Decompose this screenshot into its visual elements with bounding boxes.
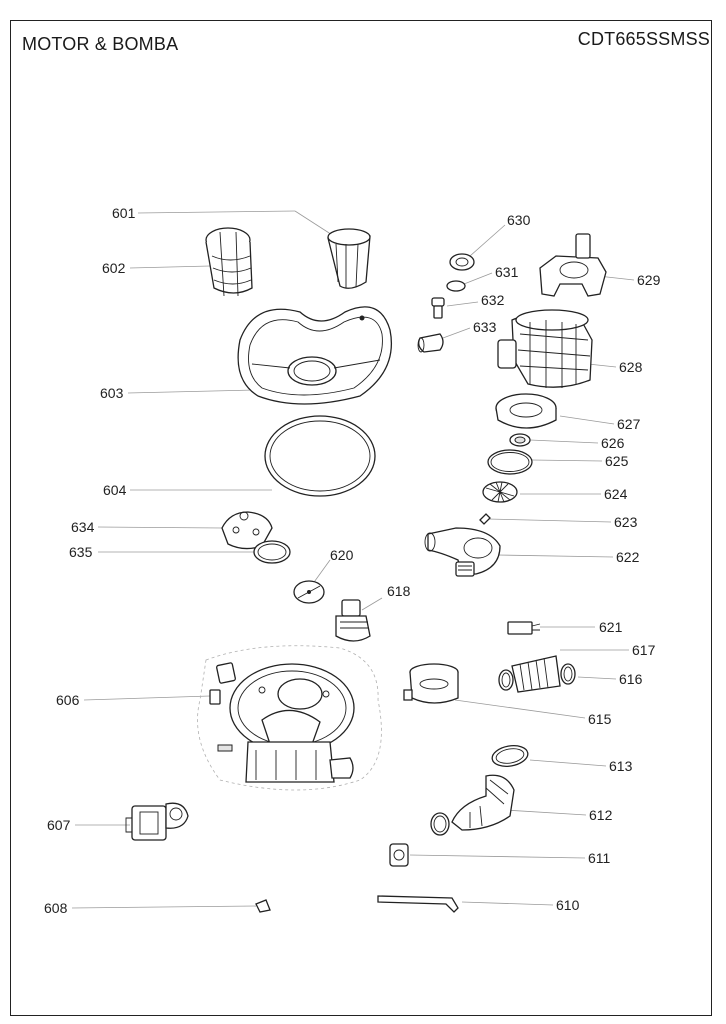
label-617: 617 bbox=[632, 642, 656, 658]
label-604: 604 bbox=[103, 482, 127, 498]
label-607: 607 bbox=[47, 817, 71, 833]
label-628: 628 bbox=[619, 359, 643, 375]
part-617-drawing bbox=[512, 656, 560, 692]
label-610: 610 bbox=[556, 897, 580, 913]
part-633-drawing bbox=[418, 334, 443, 352]
part-620-drawing bbox=[294, 581, 324, 603]
part-624-drawing bbox=[483, 482, 517, 502]
label-635: 635 bbox=[69, 544, 93, 560]
label-601: 601 bbox=[112, 205, 136, 221]
label-631: 631 bbox=[495, 264, 519, 280]
part-618-drawing bbox=[336, 600, 370, 641]
part-610-drawing bbox=[378, 896, 458, 912]
part-621-drawing bbox=[508, 622, 540, 634]
part-635-drawing bbox=[254, 541, 290, 563]
label-630: 630 bbox=[507, 212, 531, 228]
diagram-title: MOTOR & BOMBA bbox=[22, 34, 179, 54]
label-608: 608 bbox=[44, 900, 68, 916]
label-622: 622 bbox=[616, 549, 640, 565]
part-623-drawing bbox=[480, 514, 490, 524]
label-611: 611 bbox=[588, 850, 611, 866]
label-624: 624 bbox=[604, 486, 628, 502]
label-618: 618 bbox=[387, 583, 411, 599]
label-612: 612 bbox=[589, 807, 613, 823]
part-613-drawing bbox=[491, 743, 530, 769]
label-603: 603 bbox=[100, 385, 124, 401]
label-606: 606 bbox=[56, 692, 80, 708]
part-629-drawing bbox=[540, 234, 606, 296]
part-625-drawing bbox=[488, 450, 532, 474]
label-634: 634 bbox=[71, 519, 95, 535]
part-612-drawing bbox=[431, 775, 514, 835]
part-611-drawing bbox=[390, 844, 408, 866]
part-608-drawing bbox=[256, 900, 270, 912]
part-622-drawing bbox=[425, 528, 500, 576]
part-603-drawing bbox=[238, 307, 391, 404]
part-601-drawing bbox=[328, 229, 370, 288]
label-632: 632 bbox=[481, 292, 505, 308]
label-602: 602 bbox=[102, 260, 126, 276]
part-630-drawing bbox=[450, 254, 474, 270]
part-615-drawing bbox=[404, 664, 458, 703]
label-623: 623 bbox=[614, 514, 638, 530]
label-621: 621 bbox=[599, 619, 623, 635]
part-607-drawing bbox=[126, 803, 188, 840]
label-626: 626 bbox=[601, 435, 625, 451]
part-604-drawing bbox=[265, 416, 375, 496]
label-633: 633 bbox=[473, 319, 497, 335]
label-625: 625 bbox=[605, 453, 629, 469]
part-602-drawing bbox=[206, 228, 252, 296]
part-627-drawing bbox=[496, 394, 556, 428]
label-620: 620 bbox=[330, 547, 354, 563]
part-606-drawing bbox=[198, 646, 382, 790]
part-628-drawing bbox=[498, 310, 592, 388]
part-631-drawing bbox=[447, 281, 465, 291]
label-615: 615 bbox=[588, 711, 612, 727]
label-629: 629 bbox=[637, 272, 661, 288]
model-number: CDT665SSMSS bbox=[577, 29, 710, 49]
label-627: 627 bbox=[617, 416, 641, 432]
part-626-drawing bbox=[510, 434, 530, 446]
label-616: 616 bbox=[619, 671, 643, 687]
part-632-drawing bbox=[432, 298, 444, 318]
label-613: 613 bbox=[609, 758, 633, 774]
